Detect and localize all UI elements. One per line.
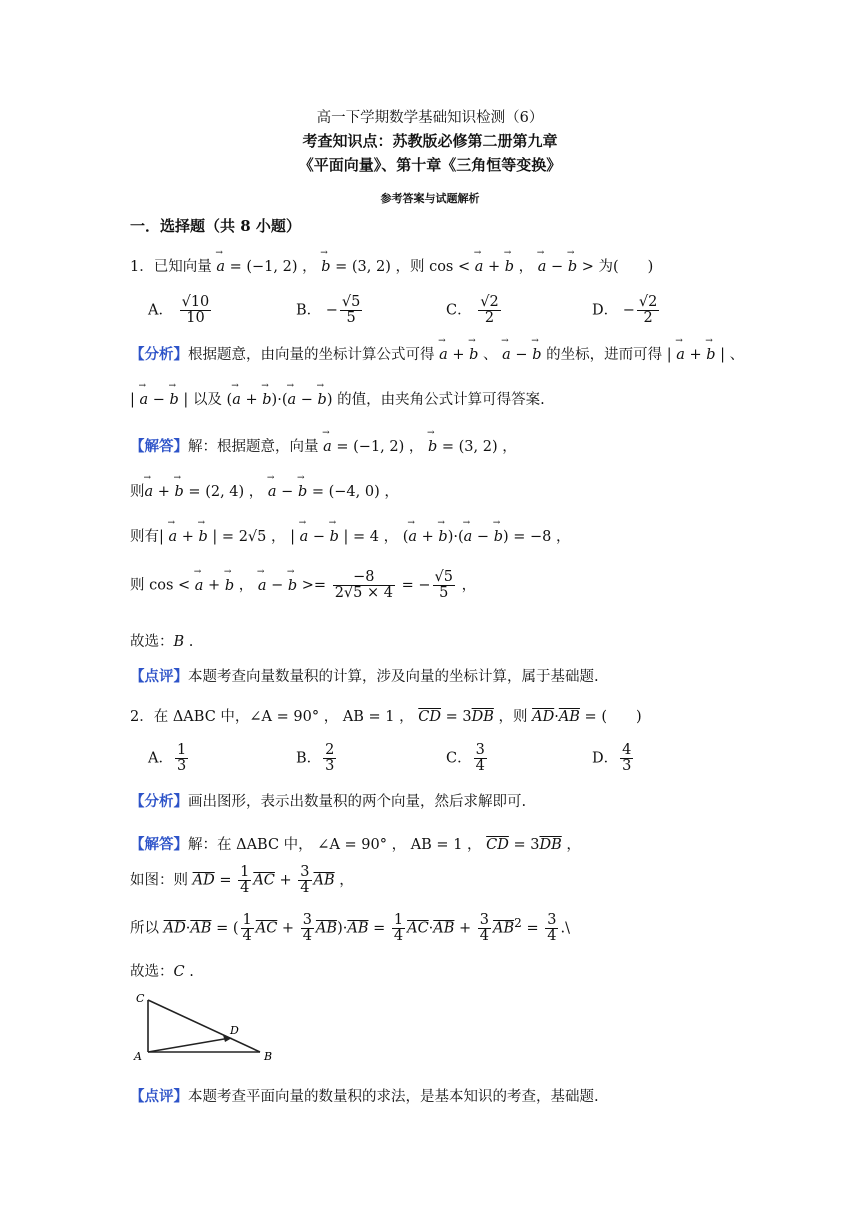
- section-heading: 一．选择题（共 8 小题）: [130, 217, 301, 235]
- q2-comment: 【点评】本题考查平面向量的数量积的求法，是基本知识的考查，基础题.: [130, 1088, 599, 1105]
- q1-conclusion: 故选：B .: [130, 634, 194, 650]
- document-subtitle-2: 《平面向量》、第十章《三角恒等变换》: [298, 156, 562, 174]
- q1-option-a[interactable]: A． $\frac{√10}{10}$: [148, 294, 210, 327]
- document-title: 高一下学期数学基础知识检测（6）: [316, 110, 544, 126]
- q2-option-d[interactable]: D． $\frac{4}{3}$: [592, 742, 632, 775]
- q1-solution-line-3: 则有| → a + → b | = 2√5 ， | → a − → b | = 4 ， (→ a + → b)·(→ a − → b) = −8 ，: [130, 525, 571, 546]
- q2-option-a[interactable]: A． $\frac{1}{3}$: [148, 742, 187, 775]
- q1-comment: 【点评】本题考查向量数量积的计算，涉及向量的坐标计算，属于基础题.: [130, 668, 599, 685]
- q2-conclusion: 故选：C .: [130, 964, 194, 980]
- q2-analysis: 【分析】画出图形，表示出数量积的两个向量，然后求解即可.: [130, 793, 527, 810]
- q2-solution-line-2: 如图：则 $\overline{AD}$ = $\frac{1}{4}$ $\overline{AC}$ + $\frac{3}{4}$ $\overline{AB}$ ，: [130, 864, 354, 897]
- q1-option-b[interactable]: B． − $\frac{√5}{5}$: [296, 294, 361, 327]
- q1-solution-line-4: 则 cos < → a + → b ， → a − → b >= $\frac{-8}{2√5 \times 4}$ = − $\frac{√5}{5}$ ，: [130, 570, 476, 601]
- q2-option-c[interactable]: C． $\frac{3}{4}$: [446, 742, 485, 775]
- q1-stem: 1．已知向量 → a = (−1, 2) ， → b = (3, 2) ，则 cos < → a + → b ， → a − → b > 为( ): [130, 255, 653, 276]
- q1-option-d[interactable]: D． − $\frac{√2}{2}$: [592, 294, 658, 327]
- q1-solution-line-1: 【解答】解：根据题意，向量 → a = (−1, 2) ， → b = (3, 2) ，: [130, 435, 517, 456]
- q1-solution-line-2: 则→ a + → b = (2, 4) ， → a − → b = (−4, 0) ，: [130, 480, 399, 501]
- q1-option-c[interactable]: C． $\frac{√2}{2}$: [446, 294, 499, 327]
- label-a: A: [134, 1050, 142, 1062]
- q2-stem: 2．在 ΔABC 中，∠A = 90° ， AB = 1 ， $\overline{CD} = 3\overline{DB}$ ，则 $\overline{AD}\cdot\overline{AB}$ = ( ): [130, 709, 642, 725]
- q2-solution-line-1: 【解答】解：在 ΔABC 中， ∠A = 90° ， AB = 1 ， $\overline{CD} = 3\overline{DB}$ ，: [130, 836, 581, 853]
- document-subtitle-1: 考查知识点：苏教版必修第二册第九章: [302, 132, 558, 150]
- q1-analysis-cont: | → a − → b | 以及 (→ a + → b)·(→ a − → b) 的值，由夹角公式计算可得答案.: [130, 388, 545, 409]
- label-d: D: [230, 1024, 239, 1037]
- label-b: B: [264, 1050, 273, 1062]
- answer-heading: 参考答案与试题解析: [380, 192, 480, 205]
- label-c: C: [136, 992, 145, 1005]
- triangle-figure: [130, 990, 280, 1062]
- q2-solution-line-3: 所以 $\overline{AD}\cdot\overline{AB}$ = ( $\frac{1}{4}$ $\overline{AC}$ + $\frac{3}{4}$ $\overline{AB})\cdot\overline{AB}$ = $\frac{1}{4}$ $\overline{AC}\cdot\overline{AB}$ + $\frac{3}{4}$ $\overline{AB}^2$ = $\frac{3}{4}$ .\: [130, 912, 570, 945]
- q1-analysis: 【分析】根据题意，由向量的坐标计算公式可得 → a + → b 、 → a − → b 的坐标，进而可得 | → a + → b | 、: [130, 343, 744, 364]
- q2-option-b[interactable]: B． $\frac{2}{3}$: [296, 742, 335, 775]
